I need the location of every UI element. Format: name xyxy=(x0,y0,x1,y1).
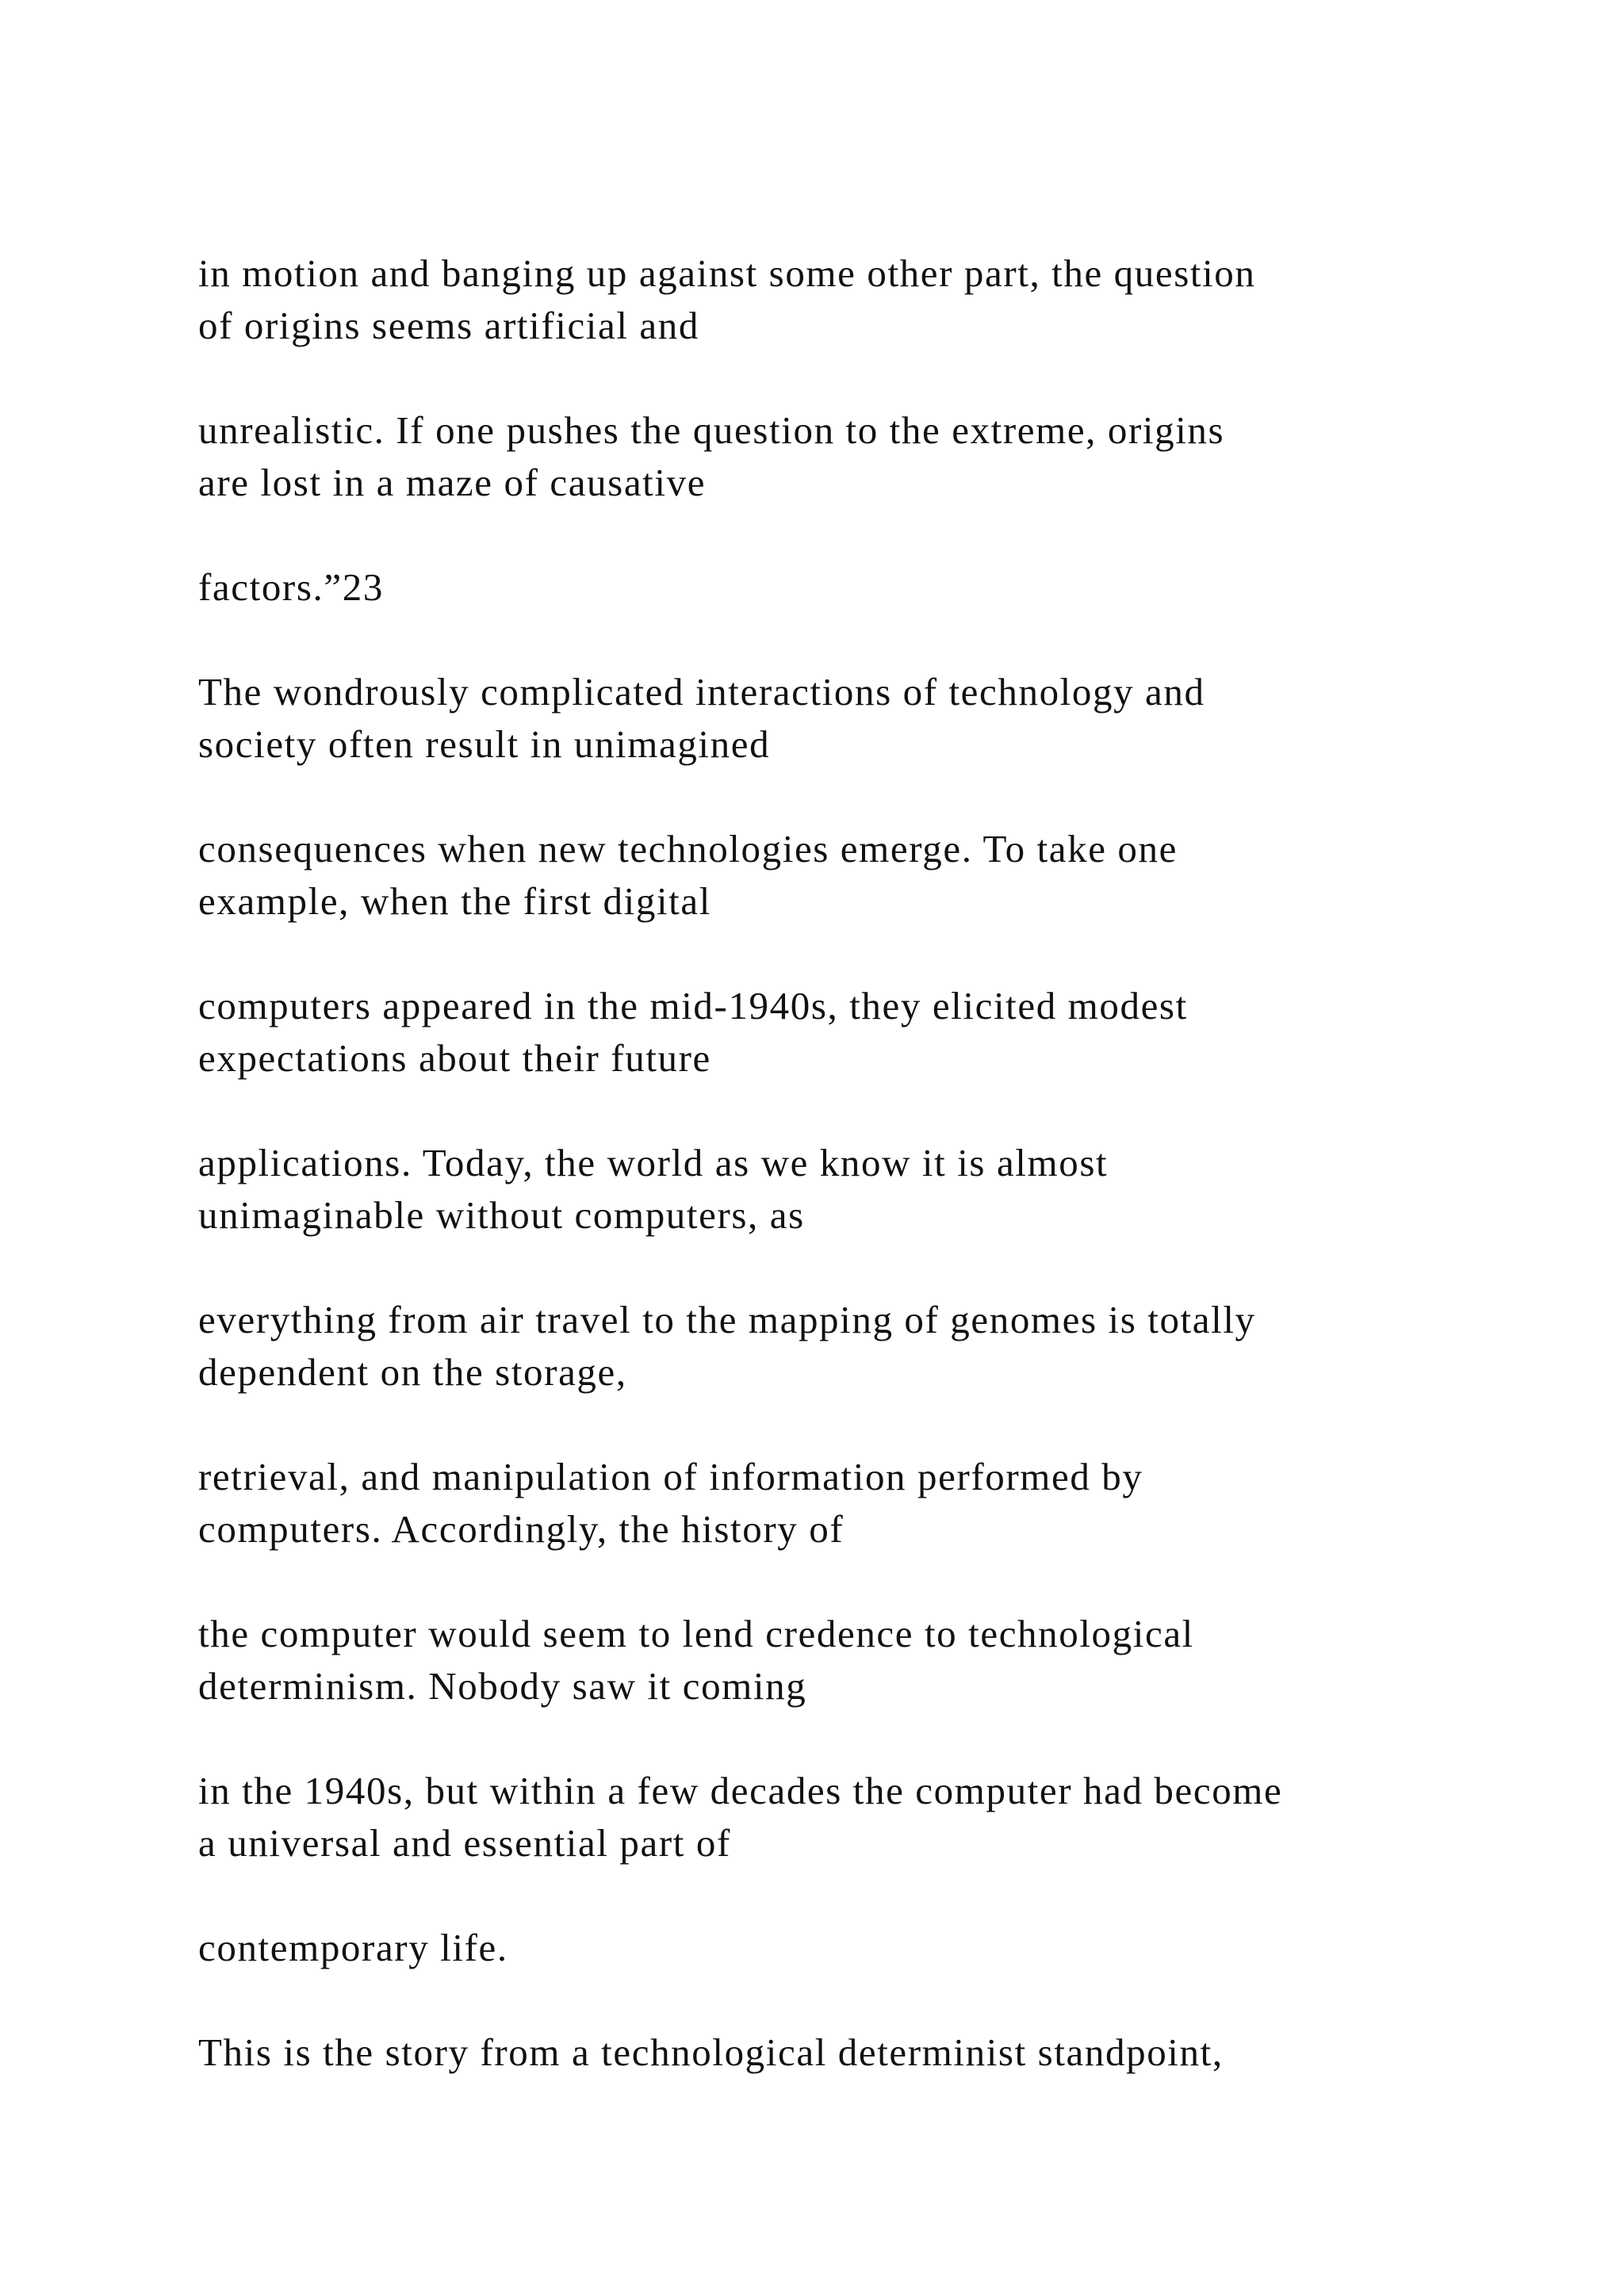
paragraph xyxy=(198,404,1546,509)
paragraph xyxy=(198,1765,1546,1869)
paragraph xyxy=(198,1608,1546,1712)
paragraph xyxy=(198,1137,1546,1242)
text-line: consequences when new technologies emerge. To take one xyxy=(198,827,1178,871)
text-line: unrealistic. If one pushes the question to the extreme, origins xyxy=(198,408,1225,452)
text-line: This is the story from a technological determinist standpoint, xyxy=(198,2030,1224,2074)
paragraph xyxy=(198,980,1546,1085)
text-line: example, when the first digital xyxy=(198,879,711,923)
text-line: retrieval, and manipulation of information performed by xyxy=(198,1455,1143,1498)
paragraph xyxy=(198,1294,1546,1399)
paragraph xyxy=(198,1922,1546,1974)
paragraph xyxy=(198,666,1546,771)
text-line: factors.”23 xyxy=(198,565,384,609)
text-line: computers. Accordingly, the history of xyxy=(198,1507,845,1551)
paragraph xyxy=(198,1451,1546,1556)
paragraph xyxy=(198,247,1546,352)
text-line: The wondrously complicated interactions of technology and xyxy=(198,670,1205,714)
text-line: of origins seems artificial and xyxy=(198,304,699,347)
paragraph xyxy=(198,561,1546,614)
text-line: in motion and banging up against some other part, the question xyxy=(198,251,1256,295)
text-line: the computer would seem to lend credence to technological xyxy=(198,1612,1194,1655)
text-line: applications. Today, the world as we know it is almost xyxy=(198,1141,1109,1184)
text-line: society often result in unimagined xyxy=(198,722,771,766)
text-line: are lost in a maze of causative xyxy=(198,461,707,504)
text-line: unimaginable without computers, as xyxy=(198,1193,805,1237)
text-line: everything from air travel to the mapping of genomes is totally xyxy=(198,1298,1256,1341)
body-text xyxy=(198,247,1546,2131)
text-line: dependent on the storage, xyxy=(198,1350,627,1394)
text-line: contemporary life. xyxy=(198,1926,508,1969)
text-line: computers appeared in the mid-1940s, they elicited modest xyxy=(198,984,1188,1027)
text-line: in the 1940s, but within a few decades the computer had become xyxy=(198,1769,1283,1812)
text-line: a universal and essential part of xyxy=(198,1821,731,1865)
text-line: determinism. Nobody saw it coming xyxy=(198,1664,807,1708)
paragraph xyxy=(198,2026,1546,2079)
paragraph xyxy=(198,823,1546,928)
text-line: expectations about their future xyxy=(198,1036,711,1080)
